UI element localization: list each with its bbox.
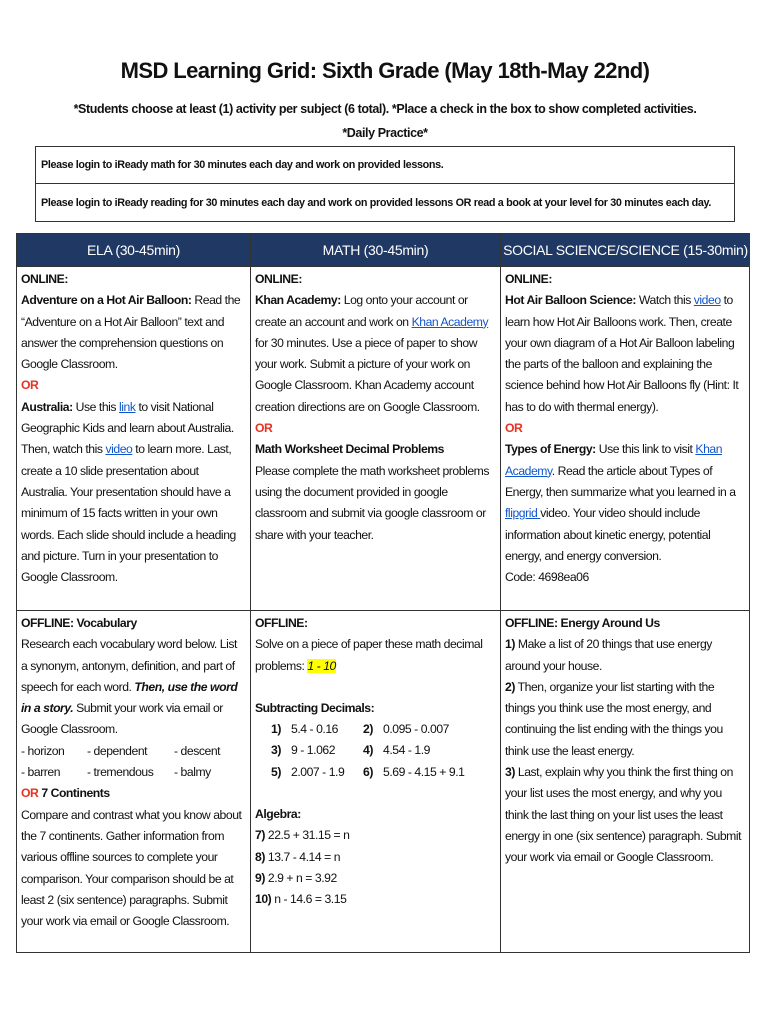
ela-offline-cell: OFFLINE: Vocabulary Research each vocabulary word below. List a synonym, antonym, definition, and part of speech for each word. Then, use the word in a story. Submit your work via email or Google Classroom. - horizon - dependent - descent - barren - tremendous - balmy OR 7 Continents Compare and contrast what you know about the 7 continents. Gather information from various offline sources to complete your comparison. Your comparison should be at least 2 (six sentence) paragraphs. Submit your work via email or Google Classroom. <box>17 611 250 953</box>
daily-practice-heading: *Daily Practice* <box>342 126 428 140</box>
math-online-cell: ONLINE: Khan Academy: Log onto your account or create an account and work on Khan Academy for 30 minutes. Use a piece of paper to show your work. Submit a picture of your work on Google Classroom. Khan Academy account creation directions are on Google Classroom. OR Math Worksheet Decimal Problems Please complete the math worksheet problems using the document provided in google classroom and submit via google classroom or share with your teacher. <box>255 272 490 542</box>
australia-video-link[interactable]: video <box>105 442 133 457</box>
instructions: *Students choose at least (1) activity per subject (6 total). *Place a check in the box to show completed activities. <box>73 102 697 116</box>
daily-practice-reading: Please login to iReady reading for 30 minutes each day and work on provided lessons OR read a book at your level for 30 minutes each day. <box>41 197 712 209</box>
vocab-row: - barren - tremendous - balmy <box>21 765 211 780</box>
science-offline-cell: OFFLINE: Energy Around Us 1) Make a list of 20 things that use energy around your house. 2) Then, organize your list starting with the things you think use the most energy, and continuing the list ending with the things you think use the least energy. 3) Last, explain why you think the first thing on your list uses the most energy, and why you think the last thing on your list uses the least energy in one (six sentence) paragraph. Submit your work via email or Google Classroom. <box>505 616 742 865</box>
hot-air-balloon-video-link[interactable]: video <box>693 293 721 308</box>
flipgrid-code: Code: 4698ea06 <box>505 570 589 585</box>
column-header-ela: ELA (30-45min) <box>17 234 250 266</box>
problem-row: 5) 2.007 - 1.9 6) 5.69 - 4.15 + 9.1 <box>271 764 465 779</box>
daily-practice-math: Please login to iReady math for 30 minutes each day and work on provided lessons. <box>36 147 734 184</box>
daily-practice-box <box>35 146 735 222</box>
national-geographic-link[interactable]: link <box>119 399 136 414</box>
khan-academy-energy-link[interactable]: Khan Academy <box>505 442 723 478</box>
khan-academy-link[interactable]: Khan Academy <box>411 314 489 329</box>
flipgrid-link[interactable]: flipgrid <box>505 506 541 521</box>
vocab-row: - horizon - dependent - descent <box>21 743 221 758</box>
learning-grid <box>16 233 750 953</box>
problem-row: 1) 5.4 - 0.16 2) 0.095 - 0.007 <box>271 722 449 737</box>
problem-row: 3) 9 - 1.062 4) 4.54 - 1.9 <box>271 743 430 758</box>
column-header-science: SOCIAL SCIENCE/SCIENCE (15-30min) <box>501 234 750 266</box>
column-header-math: MATH (30-45min) <box>251 234 500 266</box>
math-offline-cell: OFFLINE: Solve on a piece of paper these math decimal problems: 1 - 10 Subtracting Decimals: 1) 5.4 - 0.16 2) 0.095 - 0.007 3) 9 - 1.062 4) 4.54 - 1.9 5) 2.007 - 1.9 6) 5.69 - 4.15 + 9.1 Algebra: 7) 22.5 + 31.15 = n 8) 13.7 - 4.14 = n 9) 2.9 + n = 3.92 10) n - 14.6 = 3.15 <box>251 611 500 953</box>
ela-online-cell: ONLINE: Adventure on a Hot Air Balloon: Read the “Adventure on a Hot Air Balloon” text and answer the comprehension questions on Google Classroom. OR Australia: Use this link to visit National Geographic Kids and learn about Australia. Then, watch this video to learn more. Last, create a 10 slide presentation about Australia. Your presentation should have a minimum of 15 facts written in your own words. Each slide should include a heading and picture. Turn in your presentation to Google Classroom. <box>21 272 241 585</box>
page-title: MSD Learning Grid: Sixth Grade (May 18th-May 22nd) <box>120 58 650 83</box>
science-online-cell: ONLINE: Hot Air Balloon Science: Watch this video to learn how Hot Air Balloons work. Then, create your own diagram of a Hot Air Balloon labeling the parts of the balloon and explaining the science behind how Hot Air Balloons fly (Hint: It has to do with thermal energy). OR Types of Energy: Use this link to visit Khan Academy. Read the article about Types of Energy, then summarize what you learned in a flipgrid video. Your video should include information about kinetic energy, potential energy, and energy conversion. Code: 4698ea06 <box>505 272 739 585</box>
